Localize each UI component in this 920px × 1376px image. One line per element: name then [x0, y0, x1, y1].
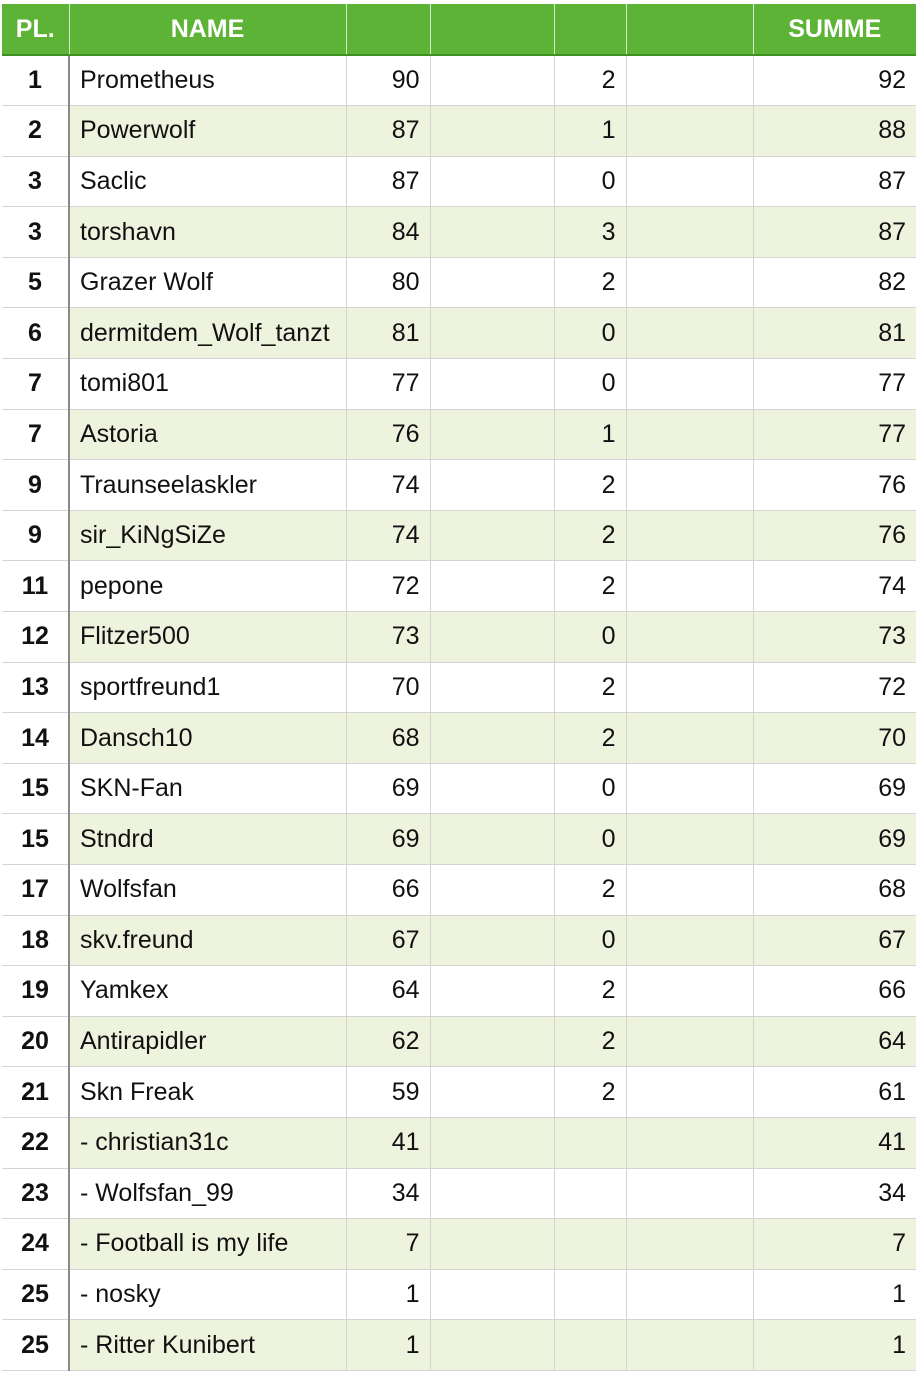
empty-cell [626, 1067, 753, 1118]
empty-cell [430, 763, 554, 814]
bonus-cell: 3 [554, 207, 626, 258]
sum-cell: 61 [753, 1067, 916, 1118]
standings-table [2, 4, 916, 1371]
name-cell: Grazer Wolf [69, 257, 346, 308]
place-cell: 19 [2, 966, 69, 1017]
name-cell: Saclic [69, 156, 346, 207]
empty-cell [430, 662, 554, 713]
place-cell: 2 [2, 106, 69, 157]
points-cell: 73 [346, 612, 430, 663]
place-cell: 12 [2, 612, 69, 663]
place-cell: 24 [2, 1219, 69, 1270]
name-cell: Prometheus [69, 55, 346, 106]
name-cell: - christian31c [69, 1117, 346, 1168]
empty-cell [430, 1269, 554, 1320]
bonus-cell: 2 [554, 662, 626, 713]
place-cell: 15 [2, 814, 69, 865]
table-body [2, 55, 916, 1370]
table-row [2, 308, 916, 359]
empty-cell [430, 156, 554, 207]
empty-cell [626, 966, 753, 1017]
place-cell: 9 [2, 460, 69, 511]
points-cell: 90 [346, 55, 430, 106]
bonus-cell: 2 [554, 55, 626, 106]
sum-cell: 81 [753, 308, 916, 359]
bonus-cell [554, 1168, 626, 1219]
table-row [2, 612, 916, 663]
empty-cell [430, 207, 554, 258]
bonus-cell: 2 [554, 561, 626, 612]
table-row [2, 865, 916, 916]
sum-cell: 41 [753, 1117, 916, 1168]
header-name: NAME [69, 4, 346, 55]
empty-cell [626, 207, 753, 258]
points-cell: 34 [346, 1168, 430, 1219]
header-col5 [554, 4, 626, 55]
points-cell: 68 [346, 713, 430, 764]
table-row [2, 55, 916, 106]
table-row [2, 460, 916, 511]
sum-cell: 74 [753, 561, 916, 612]
sum-cell: 76 [753, 460, 916, 511]
bonus-cell: 1 [554, 409, 626, 460]
empty-cell [626, 409, 753, 460]
sum-cell: 68 [753, 865, 916, 916]
empty-cell [430, 55, 554, 106]
empty-cell [626, 156, 753, 207]
points-cell: 59 [346, 1067, 430, 1118]
empty-cell [430, 713, 554, 764]
points-cell: 7 [346, 1219, 430, 1270]
table-row [2, 1269, 916, 1320]
place-cell: 3 [2, 207, 69, 258]
name-cell: tomi801 [69, 359, 346, 410]
table-row [2, 966, 916, 1017]
place-cell: 20 [2, 1016, 69, 1067]
points-cell: 70 [346, 662, 430, 713]
empty-cell [430, 460, 554, 511]
sum-cell: 69 [753, 763, 916, 814]
points-cell: 62 [346, 1016, 430, 1067]
table-row [2, 1016, 916, 1067]
empty-cell [430, 1320, 554, 1371]
bonus-cell [554, 1117, 626, 1168]
sum-cell: 64 [753, 1016, 916, 1067]
bonus-cell: 0 [554, 156, 626, 207]
table-row [2, 814, 916, 865]
points-cell: 74 [346, 460, 430, 511]
bonus-cell: 1 [554, 106, 626, 157]
empty-cell [626, 1320, 753, 1371]
sum-cell: 73 [753, 612, 916, 663]
points-cell: 67 [346, 915, 430, 966]
bonus-cell: 2 [554, 460, 626, 511]
name-cell: - Ritter Kunibert [69, 1320, 346, 1371]
empty-cell [430, 257, 554, 308]
name-cell: Antirapidler [69, 1016, 346, 1067]
empty-cell [430, 1016, 554, 1067]
empty-cell [626, 510, 753, 561]
name-cell: Dansch10 [69, 713, 346, 764]
table-row [2, 1320, 916, 1371]
empty-cell [430, 915, 554, 966]
table-row [2, 763, 916, 814]
empty-cell [626, 1168, 753, 1219]
empty-cell [626, 814, 753, 865]
name-cell: Skn Freak [69, 1067, 346, 1118]
bonus-cell: 2 [554, 865, 626, 916]
bonus-cell: 2 [554, 966, 626, 1017]
empty-cell [626, 460, 753, 511]
sum-cell: 1 [753, 1320, 916, 1371]
empty-cell [430, 308, 554, 359]
header-row [2, 4, 916, 55]
place-cell: 7 [2, 409, 69, 460]
empty-cell [626, 1117, 753, 1168]
bonus-cell: 2 [554, 1016, 626, 1067]
place-cell: 13 [2, 662, 69, 713]
table-row [2, 662, 916, 713]
bonus-cell: 0 [554, 763, 626, 814]
place-cell: 25 [2, 1269, 69, 1320]
name-cell: pepone [69, 561, 346, 612]
place-cell: 6 [2, 308, 69, 359]
bonus-cell: 0 [554, 814, 626, 865]
empty-cell [430, 359, 554, 410]
table-row [2, 207, 916, 258]
points-cell: 87 [346, 156, 430, 207]
place-cell: 22 [2, 1117, 69, 1168]
sum-cell: 34 [753, 1168, 916, 1219]
empty-cell [430, 1219, 554, 1270]
empty-cell [626, 612, 753, 663]
sum-cell: 67 [753, 915, 916, 966]
table-row [2, 1168, 916, 1219]
points-cell: 41 [346, 1117, 430, 1168]
points-cell: 64 [346, 966, 430, 1017]
empty-cell [626, 55, 753, 106]
place-cell: 9 [2, 510, 69, 561]
points-cell: 80 [346, 257, 430, 308]
sum-cell: 82 [753, 257, 916, 308]
sum-cell: 72 [753, 662, 916, 713]
empty-cell [430, 106, 554, 157]
sum-cell: 1 [753, 1269, 916, 1320]
table-row [2, 1067, 916, 1118]
name-cell: - Football is my life [69, 1219, 346, 1270]
bonus-cell: 0 [554, 915, 626, 966]
place-cell: 15 [2, 763, 69, 814]
points-cell: 1 [346, 1320, 430, 1371]
standings-sheet [2, 4, 918, 1376]
empty-cell [626, 308, 753, 359]
name-cell: torshavn [69, 207, 346, 258]
points-cell: 1 [346, 1269, 430, 1320]
sum-cell: 88 [753, 106, 916, 157]
table-row [2, 561, 916, 612]
header-col6 [626, 4, 753, 55]
header-col4 [430, 4, 554, 55]
empty-cell [626, 763, 753, 814]
sum-cell: 70 [753, 713, 916, 764]
empty-cell [626, 359, 753, 410]
points-cell: 81 [346, 308, 430, 359]
table-row [2, 510, 916, 561]
name-cell: Wolfsfan [69, 865, 346, 916]
name-cell: Traunseelaskler [69, 460, 346, 511]
points-cell: 84 [346, 207, 430, 258]
sum-cell: 76 [753, 510, 916, 561]
name-cell: Stndrd [69, 814, 346, 865]
place-cell: 23 [2, 1168, 69, 1219]
empty-cell [626, 561, 753, 612]
empty-cell [430, 966, 554, 1017]
empty-cell [430, 865, 554, 916]
empty-cell [430, 510, 554, 561]
sum-cell: 77 [753, 359, 916, 410]
empty-cell [430, 1117, 554, 1168]
bonus-cell [554, 1219, 626, 1270]
empty-cell [430, 814, 554, 865]
empty-cell [626, 106, 753, 157]
sum-cell: 92 [753, 55, 916, 106]
table-row [2, 1219, 916, 1270]
bonus-cell: 0 [554, 359, 626, 410]
header-place: PL. [2, 4, 69, 55]
name-cell: SKN-Fan [69, 763, 346, 814]
bonus-cell: 2 [554, 713, 626, 764]
bonus-cell [554, 1320, 626, 1371]
place-cell: 18 [2, 915, 69, 966]
empty-cell [626, 1269, 753, 1320]
name-cell: Astoria [69, 409, 346, 460]
name-cell: Flitzer500 [69, 612, 346, 663]
empty-cell [430, 1168, 554, 1219]
points-cell: 69 [346, 814, 430, 865]
empty-cell [626, 662, 753, 713]
place-cell: 21 [2, 1067, 69, 1118]
sum-cell: 87 [753, 156, 916, 207]
sum-cell: 7 [753, 1219, 916, 1270]
name-cell: dermitdem_Wolf_tanzt [69, 308, 346, 359]
bonus-cell: 2 [554, 257, 626, 308]
place-cell: 5 [2, 257, 69, 308]
empty-cell [626, 865, 753, 916]
name-cell: - Wolfsfan_99 [69, 1168, 346, 1219]
header-col3 [346, 4, 430, 55]
bonus-cell: 0 [554, 612, 626, 663]
table-row [2, 156, 916, 207]
bonus-cell [554, 1269, 626, 1320]
points-cell: 69 [346, 763, 430, 814]
empty-cell [430, 409, 554, 460]
points-cell: 66 [346, 865, 430, 916]
empty-cell [430, 1067, 554, 1118]
bonus-cell: 0 [554, 308, 626, 359]
sum-cell: 66 [753, 966, 916, 1017]
header-sum: SUMME [753, 4, 916, 55]
table-row [2, 1117, 916, 1168]
empty-cell [430, 612, 554, 663]
table-row [2, 409, 916, 460]
name-cell: - nosky [69, 1269, 346, 1320]
name-cell: sir_KiNgSiZe [69, 510, 346, 561]
empty-cell [626, 1016, 753, 1067]
empty-cell [430, 561, 554, 612]
table-row [2, 257, 916, 308]
place-cell: 3 [2, 156, 69, 207]
place-cell: 14 [2, 713, 69, 764]
place-cell: 1 [2, 55, 69, 106]
sum-cell: 77 [753, 409, 916, 460]
name-cell: Yamkex [69, 966, 346, 1017]
empty-cell [626, 257, 753, 308]
points-cell: 87 [346, 106, 430, 157]
table-row [2, 915, 916, 966]
place-cell: 25 [2, 1320, 69, 1371]
bonus-cell: 2 [554, 510, 626, 561]
empty-cell [626, 915, 753, 966]
name-cell: skv.freund [69, 915, 346, 966]
place-cell: 7 [2, 359, 69, 410]
table-row [2, 359, 916, 410]
place-cell: 17 [2, 865, 69, 916]
points-cell: 72 [346, 561, 430, 612]
empty-cell [626, 1219, 753, 1270]
points-cell: 76 [346, 409, 430, 460]
empty-cell [626, 713, 753, 764]
name-cell: sportfreund1 [69, 662, 346, 713]
table-row [2, 713, 916, 764]
table-row [2, 106, 916, 157]
place-cell: 11 [2, 561, 69, 612]
bonus-cell: 2 [554, 1067, 626, 1118]
sum-cell: 69 [753, 814, 916, 865]
table-header [2, 4, 916, 55]
points-cell: 77 [346, 359, 430, 410]
sum-cell: 87 [753, 207, 916, 258]
points-cell: 74 [346, 510, 430, 561]
name-cell: Powerwolf [69, 106, 346, 157]
